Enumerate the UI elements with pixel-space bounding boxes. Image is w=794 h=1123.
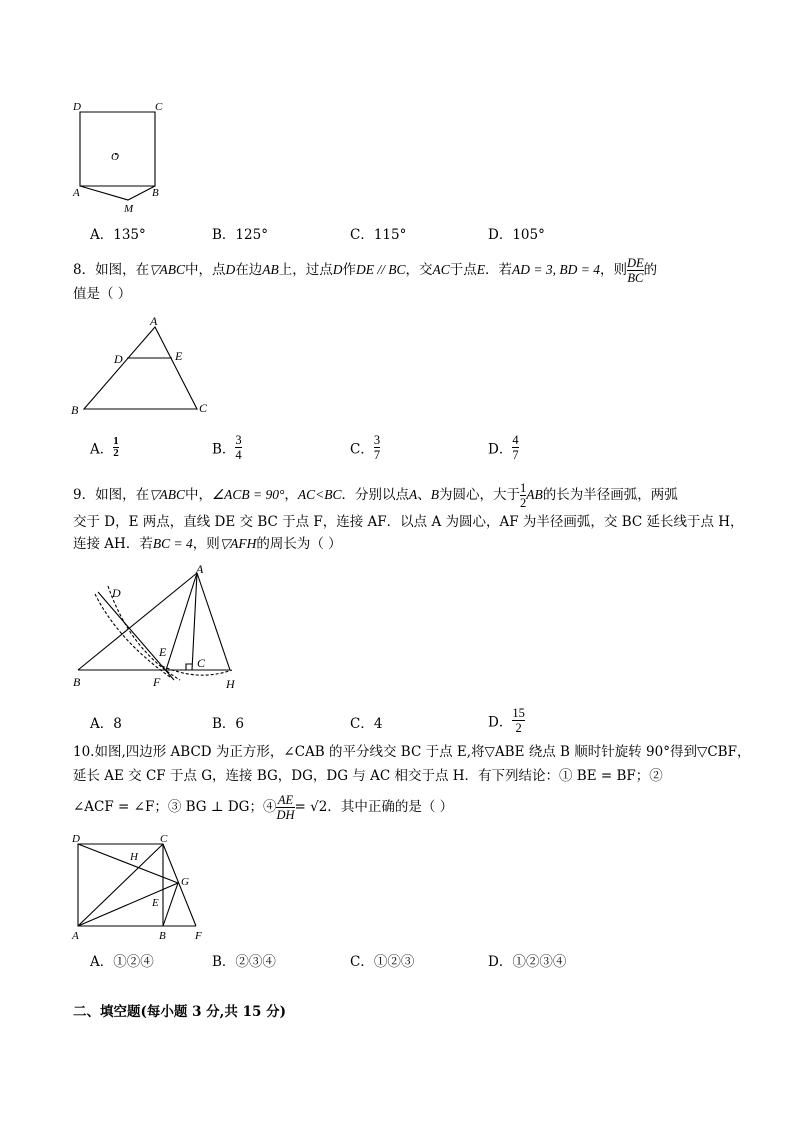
q10-option-a: A．①②④ (90, 954, 154, 970)
q9-option-b: B．6 (212, 716, 245, 732)
q7-option-a: A．135° (90, 227, 146, 243)
q9-option-d: D． $\frac{15}{2}$ (488, 706, 525, 735)
q10-segment-cf (163, 844, 196, 926)
q10-stem-line1: 10.如图,四边形 ABCD 为正方形，∠CAB 的平分线交 BC 于点 E,将▽ABE 绕点 B 顺时针旋转 90°得到▽CBF， (73, 744, 751, 760)
q10-label-a: A (72, 930, 79, 942)
q10-label-g: G (181, 876, 189, 888)
q9-option-c: C．4 (350, 716, 383, 732)
q8-label-d: D (114, 352, 123, 366)
q10-stem-line2: 延长 AE 交 CF 于点 G，连接 BG，DG，DG 与 AC 相交于点 H．有下列结论：① BE = BF；② (73, 768, 663, 784)
q7-label-m: M (124, 203, 134, 215)
q10-label-f: F (195, 930, 202, 942)
q8-fraction: $\frac{DE}{BC}$ (626, 256, 644, 285)
q7-label-d: D (73, 101, 81, 113)
q8-label-b: B (71, 403, 79, 417)
q9-label-e: E (159, 645, 167, 659)
q9-label-d: D (112, 586, 121, 600)
q9-stem-line2: 交于 D，E 两点，直线 DE 交 BC 于点 F，连接 AF．以点 A 为圆心，AF 为半径画弧，交 BC 延长线于点 H， (73, 514, 744, 530)
q10-option-c: C．①②③ (350, 954, 415, 970)
q10-stem-line3: ∠ACF = ∠F；③ BG ⊥ DG；④ $\frac{AE}{DH}$ = √2．其中正确的是（ ） (73, 793, 454, 822)
q7-label-a: A (73, 187, 80, 199)
q7-label-c: C (155, 101, 163, 113)
q9-label-a: A (196, 562, 204, 576)
q8-option-d: D． $\frac{4}{7}$ (488, 433, 519, 462)
q10-option-b: B．②③④ (212, 954, 276, 970)
q10-option-d: D．①②③④ (488, 954, 567, 970)
q7-option-d: D．105° (488, 227, 545, 243)
q8-label-e: E (175, 349, 183, 363)
q9-option-a: A．8 (90, 716, 122, 732)
q10-segment-bg (163, 883, 178, 926)
q7-label-o: O (111, 151, 119, 163)
q9-label-f: F (153, 675, 161, 689)
q9-label-h: H (226, 677, 235, 691)
q9-label-b: B (73, 675, 81, 689)
q10-label-h: H (130, 851, 138, 863)
q8-option-b: B． $\frac{3}{4}$ (212, 433, 242, 462)
q8-option-c: C． $\frac{3}{7}$ (350, 433, 381, 462)
q8-label-c: C (199, 401, 208, 415)
q9-stem-line1: 9．如图，在▽ABC中，∠ACB = 90°，AC<BC．分别以点A、B为圆心，大于 $\frac{1}{2}$ AB的长为半径画弧，两弧 (73, 481, 678, 510)
q10-label-e: E (152, 897, 159, 909)
q8-stem-line1: 8．如图，在▽ABC中，点D在边AB上，过点D作DE // BC，交AC于点E．若AD = 3, BD = 4，则 $\frac{DE}{BC}$ 的 (73, 256, 658, 285)
q7-option-c: C．115° (350, 227, 407, 243)
q10-fraction: $\frac{AE}{DH}$ (276, 793, 295, 822)
q7-option-b: B．125° (212, 227, 268, 243)
q9-stem-line3: 连接 AH．若BC = 4，则▽AFH的周长为（ ） (73, 536, 342, 552)
section-2-title: 二、填空题(每小题 3 分,共 15 分) (73, 1004, 286, 1020)
q8-option-a: A． $\frac{1}{2}$ (90, 435, 119, 459)
q7-label-b: B (152, 187, 159, 199)
q9-label-c: C (197, 656, 206, 670)
q10-label-b: B (159, 930, 166, 942)
q8-label-a: A (150, 314, 158, 328)
q10-label-d: D (72, 833, 80, 845)
q10-diagonal-ac (78, 844, 163, 926)
q8-stem-line2: 值是（ ） (73, 286, 132, 302)
q10-label-c: C (160, 833, 168, 845)
